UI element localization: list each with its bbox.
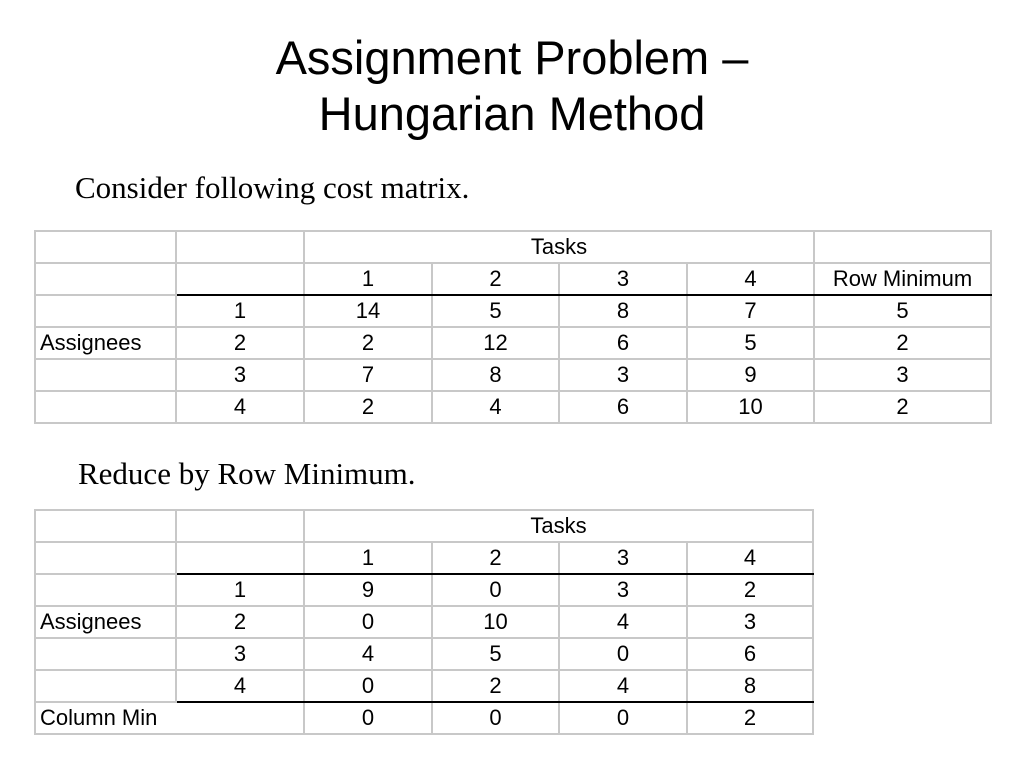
cost-cell: 12 xyxy=(432,327,559,359)
task-header: 1 xyxy=(304,542,432,574)
assignee-number: 3 xyxy=(176,359,304,391)
task-header: 3 xyxy=(559,263,687,295)
cost-cell: 0 xyxy=(304,670,432,702)
row-minimum-cell: 3 xyxy=(814,359,991,391)
table-row xyxy=(35,231,991,263)
cost-cell: 3 xyxy=(559,359,687,391)
cost-cell: 2 xyxy=(432,670,559,702)
table-row xyxy=(35,638,813,670)
cost-cell: 3 xyxy=(559,574,687,606)
cost-cell: 4 xyxy=(432,391,559,423)
task-header: 3 xyxy=(559,542,687,574)
assignees-label: Assignees xyxy=(35,606,176,638)
assignee-number: 1 xyxy=(176,295,304,327)
reduced-matrix-table xyxy=(34,509,814,735)
row-minimum-header: Row Minimum xyxy=(814,263,991,295)
column-min-cell: 0 xyxy=(559,702,687,734)
table-row xyxy=(35,542,813,574)
title-line-1: Assignment Problem – xyxy=(275,31,749,84)
cost-cell: 0 xyxy=(432,574,559,606)
assignee-number: 2 xyxy=(176,606,304,638)
cost-matrix-table xyxy=(34,230,992,424)
cost-cell: 0 xyxy=(559,638,687,670)
cost-cell: 14 xyxy=(304,295,432,327)
table-row xyxy=(35,702,813,734)
cost-cell: 8 xyxy=(559,295,687,327)
table-row xyxy=(35,606,813,638)
cost-cell: 2 xyxy=(687,574,813,606)
cost-cell: 5 xyxy=(687,327,814,359)
column-min-cell: 0 xyxy=(432,702,559,734)
cost-cell: 6 xyxy=(687,638,813,670)
cost-cell: 3 xyxy=(687,606,813,638)
column-min-cell: 0 xyxy=(304,702,432,734)
assignees-label: Assignees xyxy=(35,327,176,359)
task-header: 1 xyxy=(304,263,432,295)
cost-cell: 4 xyxy=(304,638,432,670)
table-row xyxy=(35,574,813,606)
table-row xyxy=(35,359,991,391)
title-line-2: Hungarian Method xyxy=(318,87,706,140)
cost-cell: 7 xyxy=(687,295,814,327)
cost-cell: 9 xyxy=(304,574,432,606)
cost-cell: 6 xyxy=(559,391,687,423)
table-row xyxy=(35,327,991,359)
table-row xyxy=(35,295,991,327)
row-minimum-cell: 5 xyxy=(814,295,991,327)
table-row xyxy=(35,391,991,423)
task-header: 2 xyxy=(432,263,559,295)
table-row xyxy=(35,510,813,542)
assignee-number: 4 xyxy=(176,391,304,423)
cost-cell: 7 xyxy=(304,359,432,391)
tasks-header: Tasks xyxy=(304,231,814,263)
row-minimum-cell: 2 xyxy=(814,391,991,423)
caption-cost-matrix: Consider following cost matrix. xyxy=(75,170,470,205)
column-min-cell: 2 xyxy=(687,702,813,734)
table-row xyxy=(35,670,813,702)
table-row xyxy=(35,263,991,295)
cost-cell: 4 xyxy=(559,606,687,638)
slide-title xyxy=(0,30,1024,142)
cost-cell: 5 xyxy=(432,295,559,327)
tasks-header: Tasks xyxy=(304,510,813,542)
cost-cell: 4 xyxy=(559,670,687,702)
cost-cell: 2 xyxy=(304,327,432,359)
row-minimum-cell: 2 xyxy=(814,327,991,359)
cost-cell: 8 xyxy=(432,359,559,391)
task-header: 4 xyxy=(687,542,813,574)
cost-cell: 2 xyxy=(304,391,432,423)
cost-cell: 8 xyxy=(687,670,813,702)
task-header: 4 xyxy=(687,263,814,295)
cost-cell: 10 xyxy=(432,606,559,638)
cost-cell: 9 xyxy=(687,359,814,391)
assignee-number: 1 xyxy=(176,574,304,606)
cost-cell: 5 xyxy=(432,638,559,670)
task-header: 2 xyxy=(432,542,559,574)
assignee-number: 3 xyxy=(176,638,304,670)
cost-cell: 6 xyxy=(559,327,687,359)
assignee-number: 2 xyxy=(176,327,304,359)
cost-cell: 10 xyxy=(687,391,814,423)
caption-reduce-row: Reduce by Row Minimum. xyxy=(78,456,416,491)
assignee-number: 4 xyxy=(176,670,304,702)
column-min-label: Column Min xyxy=(35,702,304,734)
cost-cell: 0 xyxy=(304,606,432,638)
